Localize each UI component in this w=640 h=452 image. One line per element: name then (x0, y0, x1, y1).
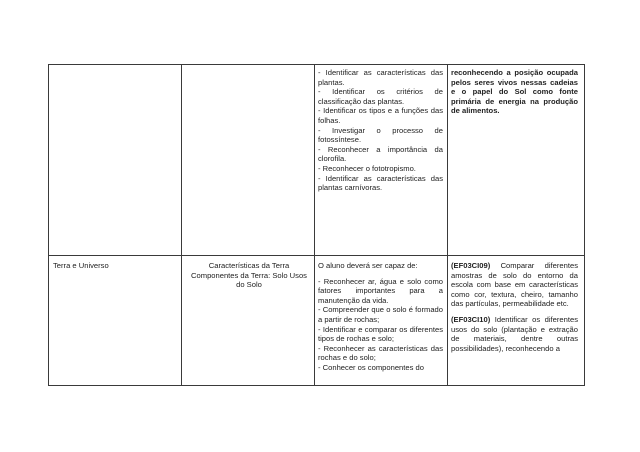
knowledge-objects-text: Características da Terra Componentes da Terra: Solo Usos do Solo (191, 261, 307, 290)
table-row-divider (48, 255, 585, 256)
objective-item: - Identificar os tipos e a funções das folhas. (318, 106, 443, 125)
skill-description: Identificar os diferentes usos do solo (plantação e extração de materiais, dentre outras possibilidades), reconhecendo a (451, 314, 578, 353)
objective-item: - Identificar os critérios de classificação das plantas. (318, 87, 443, 106)
table-divider-col3 (447, 64, 448, 386)
row2-skills-cell (451, 261, 578, 353)
thematic-unit-text: Terra e Universo (53, 261, 109, 270)
table-divider-col1 (181, 64, 182, 386)
objective-item: - Identificar as características das plantas. (318, 68, 443, 87)
objective-item: - Reconhecer a importância da clorofila. (318, 144, 443, 164)
skill-block (451, 261, 578, 309)
row1-objectives-cell (318, 68, 443, 193)
row1-skills-cell (451, 68, 578, 116)
table-border-top (48, 64, 585, 65)
table-border-right (584, 64, 585, 386)
skill-code: (EF03CI10) (451, 314, 491, 324)
objective-item: - Identificar e comparar os diferentes tipos de rochas e solo; (318, 324, 443, 344)
row2-knowledge-objects-cell (190, 261, 308, 290)
table-border-left (48, 64, 49, 386)
objectives-intro: O aluno deverá ser capaz de: (318, 261, 418, 270)
objective-item: - Identificar as características das plantas carnívoras. (318, 173, 443, 193)
objective-item: - Investigar o processo de fotossíntese. (318, 125, 443, 145)
objective-item: - Conhecer os componentes do (318, 362, 424, 372)
skill-text: reconhecendo a posição ocupada pelos seres vivos nessas cadeias e o papel do Sol como fonte primária de energia na produção de alimentos. (451, 68, 578, 116)
skill-description: Comparar diferentes amostras de solo do entorno da escola com base em características como cor, textura, cheiro, tamanho das partículas, permeabilidade etc. (451, 261, 578, 309)
objective-item: - Reconhecer o fototropismo. (318, 163, 416, 173)
skill-block (451, 315, 578, 353)
objective-item: - Reconhecer ar, água e solo como fatores importantes para a manutenção da vida. (318, 276, 443, 305)
table-divider-col2 (314, 64, 315, 386)
table-border-bottom (48, 385, 585, 386)
objective-item: - Compreender que o solo é formado a partir de rochas; (318, 305, 443, 324)
objective-item: - Reconhecer as características das rochas e do solo; (318, 343, 443, 363)
row2-objectives-cell (318, 261, 443, 373)
skill-code: (EF03CI09) (451, 261, 491, 270)
row2-thematic-unit-cell (53, 261, 177, 271)
